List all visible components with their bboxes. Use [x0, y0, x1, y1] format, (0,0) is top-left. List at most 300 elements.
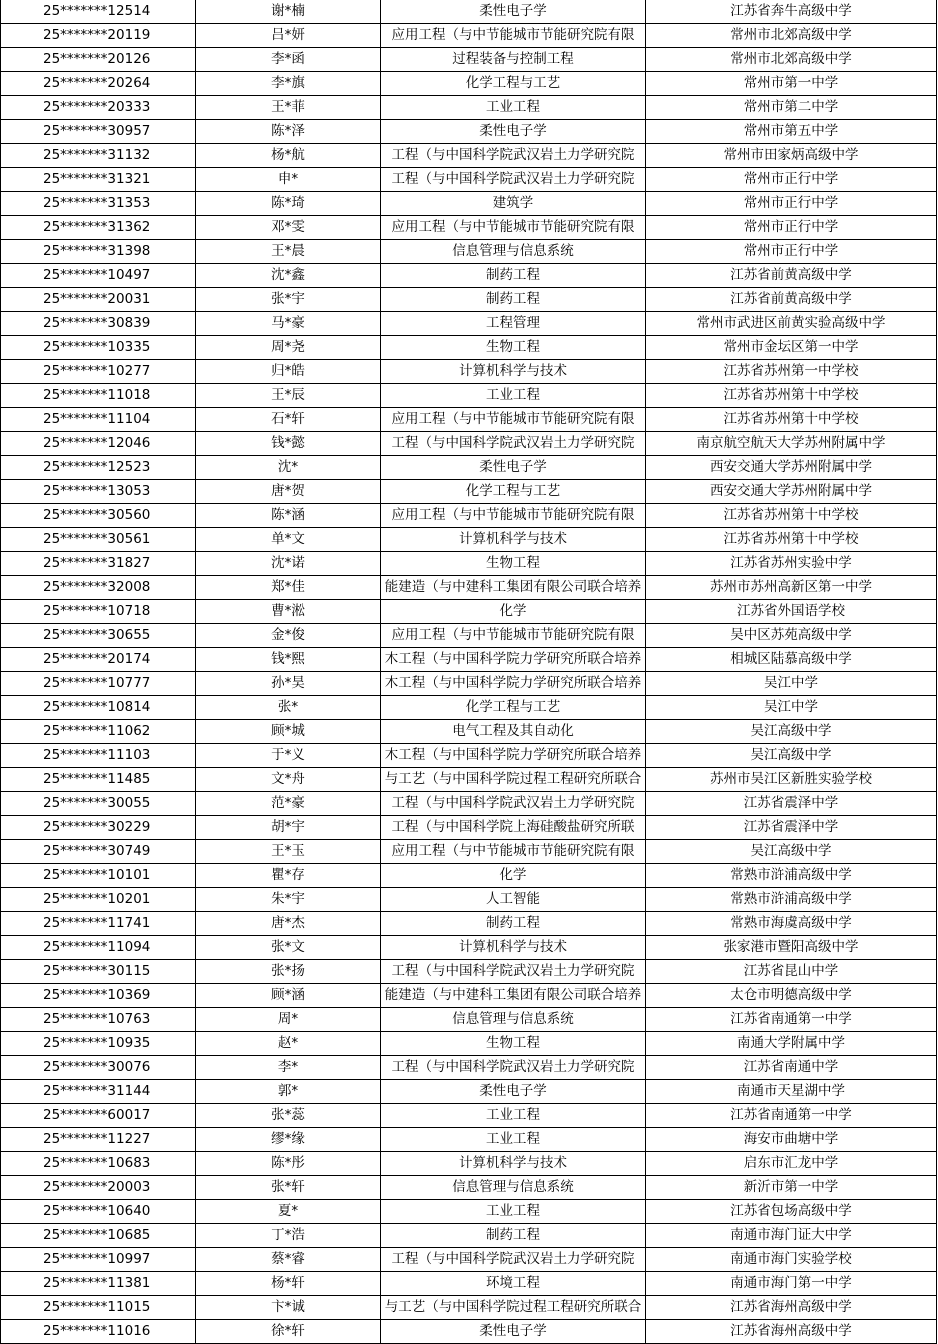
major-text: 工业工程	[486, 387, 540, 403]
high-school-cell: 江苏省苏州第十中学校	[646, 528, 937, 552]
major-cell	[381, 1032, 646, 1056]
major-cell	[381, 168, 646, 192]
major-text: 制药工程	[486, 915, 540, 931]
table-row	[1, 1272, 937, 1296]
table-row	[1, 1008, 937, 1032]
table-row	[1, 216, 937, 240]
high-school-cell: 吴江高级中学	[646, 840, 937, 864]
high-school-cell: 江苏省海州高级中学	[646, 1296, 937, 1320]
high-school-cell: 常州市第一中学	[646, 72, 937, 96]
major-cell	[381, 432, 646, 456]
candidate-id-cell: 25*******11103	[1, 744, 196, 768]
major-cell	[381, 360, 646, 384]
table-row	[1, 984, 937, 1008]
student-name-cell: 周*尧	[196, 336, 381, 360]
student-name-cell: 吕*妍	[196, 24, 381, 48]
student-name-cell: 顾*涵	[196, 984, 381, 1008]
major-cell	[381, 984, 646, 1008]
major-text: 信息管理与信息系统	[452, 243, 574, 259]
table-row	[1, 456, 937, 480]
table-row	[1, 48, 937, 72]
major-text: 化学	[499, 867, 527, 883]
major-cell	[381, 264, 646, 288]
high-school-cell: 南通市海门实验学校	[646, 1248, 937, 1272]
high-school-cell: 江苏省苏州第十中学校	[646, 408, 937, 432]
candidate-id-cell: 25*******11016	[1, 1320, 196, 1344]
major-text: 信息管理与信息系统	[452, 1011, 574, 1027]
student-name-cell: 杨*轩	[196, 1272, 381, 1296]
student-name-cell: 丁*浩	[196, 1224, 381, 1248]
table-row	[1, 528, 937, 552]
table-row	[1, 1296, 937, 1320]
high-school-cell: 江苏省苏州第一中学校	[646, 360, 937, 384]
table-row	[1, 624, 937, 648]
major-text: 柔性电子学	[479, 459, 547, 475]
table-row	[1, 288, 937, 312]
candidate-id-cell: 25*******30839	[1, 312, 196, 336]
table-row	[1, 1152, 937, 1176]
table-row	[1, 312, 937, 336]
student-name-cell: 唐*贺	[196, 480, 381, 504]
major-cell	[381, 1008, 646, 1032]
major-text: 柔性电子学	[479, 123, 547, 139]
major-cell	[381, 1272, 646, 1296]
major-cell	[381, 1248, 646, 1272]
table-row	[1, 384, 937, 408]
high-school-cell: 江苏省外国语学校	[646, 600, 937, 624]
candidate-id-cell: 25*******30957	[1, 120, 196, 144]
high-school-cell: 常熟市浒浦高级中学	[646, 864, 937, 888]
major-cell	[381, 216, 646, 240]
high-school-cell: 江苏省苏州第十中学校	[646, 504, 937, 528]
major-cell	[381, 288, 646, 312]
major-cell	[381, 24, 646, 48]
high-school-cell: 常熟市海虞高级中学	[646, 912, 937, 936]
major-text: 工程（与中国科学院武汉岩土力学研究院	[391, 435, 635, 451]
high-school-cell: 常州市武进区前黄实验高级中学	[646, 312, 937, 336]
table-row	[1, 1176, 937, 1200]
major-text: 木工程（与中国科学院力学研究所联合培养	[384, 651, 642, 667]
candidate-id-cell: 25*******11227	[1, 1128, 196, 1152]
table-row	[1, 168, 937, 192]
major-cell	[381, 336, 646, 360]
student-name-cell: 陈*涵	[196, 504, 381, 528]
table-row	[1, 960, 937, 984]
student-name-cell: 王*玉	[196, 840, 381, 864]
table-row	[1, 1224, 937, 1248]
candidate-id-cell: 25*******32008	[1, 576, 196, 600]
table-row	[1, 432, 937, 456]
table-row	[1, 72, 937, 96]
major-text: 计算机科学与技术	[459, 1155, 567, 1171]
table-row	[1, 840, 937, 864]
table-row	[1, 240, 937, 264]
table-row	[1, 480, 937, 504]
major-cell	[381, 720, 646, 744]
major-cell	[381, 504, 646, 528]
student-name-cell: 杨*航	[196, 144, 381, 168]
candidate-id-cell: 25*******30055	[1, 792, 196, 816]
major-text: 工业工程	[486, 1107, 540, 1123]
table-row	[1, 696, 937, 720]
candidate-id-cell: 25*******30655	[1, 624, 196, 648]
major-cell	[381, 816, 646, 840]
candidate-id-cell: 25*******20333	[1, 96, 196, 120]
major-text: 应用工程（与中节能城市节能研究院有限	[391, 507, 635, 523]
major-text: 工程（与中国科学院武汉岩土力学研究院	[391, 963, 635, 979]
table-row	[1, 264, 937, 288]
major-cell	[381, 1080, 646, 1104]
student-name-cell: 文*舟	[196, 768, 381, 792]
student-name-cell: 钱*懿	[196, 432, 381, 456]
major-cell	[381, 1224, 646, 1248]
student-name-cell: 曹*淞	[196, 600, 381, 624]
table-row	[1, 1104, 937, 1128]
candidate-id-cell: 25*******10640	[1, 1200, 196, 1224]
candidate-id-cell: 25*******10335	[1, 336, 196, 360]
major-text: 应用工程（与中节能城市节能研究院有限	[391, 627, 635, 643]
major-text: 与工艺（与中国科学院过程工程研究所联合	[384, 1299, 642, 1315]
major-cell	[381, 1152, 646, 1176]
student-name-cell: 申*	[196, 168, 381, 192]
high-school-cell: 常州市第二中学	[646, 96, 937, 120]
candidate-id-cell: 25*******30076	[1, 1056, 196, 1080]
table-row	[1, 864, 937, 888]
candidate-id-cell: 25*******20264	[1, 72, 196, 96]
student-name-cell: 陈*泽	[196, 120, 381, 144]
student-name-cell: 马*豪	[196, 312, 381, 336]
candidate-id-cell: 25*******31321	[1, 168, 196, 192]
student-name-cell: 张*文	[196, 936, 381, 960]
candidate-id-cell: 25*******10777	[1, 672, 196, 696]
high-school-cell: 江苏省苏州第十中学校	[646, 384, 937, 408]
major-text: 工程（与中国科学院上海硅酸盐研究所联	[391, 819, 635, 835]
table-row	[1, 936, 937, 960]
student-name-cell: 张*宇	[196, 288, 381, 312]
student-name-cell: 陈*琦	[196, 192, 381, 216]
major-text: 应用工程（与中节能城市节能研究院有限	[391, 843, 635, 859]
major-text: 木工程（与中国科学院力学研究所联合培养	[384, 747, 642, 763]
high-school-cell: 常州市正行中学	[646, 216, 937, 240]
candidate-id-cell: 25*******11104	[1, 408, 196, 432]
candidate-id-cell: 25*******10683	[1, 1152, 196, 1176]
candidate-id-cell: 25*******10814	[1, 696, 196, 720]
major-cell	[381, 792, 646, 816]
table-row	[1, 744, 937, 768]
candidate-id-cell: 25*******10718	[1, 600, 196, 624]
high-school-cell: 张家港市暨阳高级中学	[646, 936, 937, 960]
major-cell	[381, 240, 646, 264]
candidate-id-cell: 25*******10369	[1, 984, 196, 1008]
candidate-id-cell: 25*******10935	[1, 1032, 196, 1056]
major-cell	[381, 1296, 646, 1320]
high-school-cell: 西安交通大学苏州附属中学	[646, 456, 937, 480]
table-row	[1, 96, 937, 120]
candidate-id-cell: 25*******11741	[1, 912, 196, 936]
major-cell	[381, 768, 646, 792]
candidate-id-cell: 25*******10101	[1, 864, 196, 888]
major-cell	[381, 1104, 646, 1128]
major-text: 柔性电子学	[479, 1323, 547, 1339]
high-school-cell: 常州市田家炳高级中学	[646, 144, 937, 168]
major-text: 能建造（与中建科工集团有限公司联合培养	[384, 579, 642, 595]
high-school-cell: 江苏省前黄高级中学	[646, 264, 937, 288]
major-cell	[381, 120, 646, 144]
high-school-cell: 江苏省包场高级中学	[646, 1200, 937, 1224]
student-name-cell: 沈*鑫	[196, 264, 381, 288]
student-name-cell: 郭*	[196, 1080, 381, 1104]
major-text: 应用工程（与中节能城市节能研究院有限	[391, 411, 635, 427]
high-school-cell: 江苏省震泽中学	[646, 792, 937, 816]
major-text: 化学工程与工艺	[465, 75, 561, 91]
major-text: 环境工程	[486, 1275, 540, 1291]
major-text: 与工艺（与中国科学院过程工程研究所联合	[384, 771, 642, 787]
high-school-cell: 江苏省苏州实验中学	[646, 552, 937, 576]
student-name-cell: 于*义	[196, 744, 381, 768]
table-row	[1, 24, 937, 48]
major-text: 工程（与中国科学院武汉岩土力学研究院	[391, 171, 635, 187]
student-name-cell: 郑*佳	[196, 576, 381, 600]
high-school-cell: 江苏省前黄高级中学	[646, 288, 937, 312]
major-cell	[381, 552, 646, 576]
major-text: 制药工程	[486, 291, 540, 307]
table-row	[1, 504, 937, 528]
high-school-cell: 海安市曲塘中学	[646, 1128, 937, 1152]
high-school-cell: 南通大学附属中学	[646, 1032, 937, 1056]
major-text: 信息管理与信息系统	[452, 1179, 574, 1195]
high-school-cell: 江苏省南通第一中学	[646, 1008, 937, 1032]
high-school-cell: 吴江高级中学	[646, 720, 937, 744]
major-text: 电气工程及其自动化	[452, 723, 574, 739]
major-cell	[381, 888, 646, 912]
major-text: 应用工程（与中节能城市节能研究院有限	[391, 219, 635, 235]
major-text: 工程（与中国科学院武汉岩土力学研究院	[391, 147, 635, 163]
high-school-cell: 常州市北郊高级中学	[646, 24, 937, 48]
high-school-cell: 启东市汇龙中学	[646, 1152, 937, 1176]
candidate-id-cell: 25*******12514	[1, 0, 196, 24]
major-text: 生物工程	[486, 339, 540, 355]
high-school-cell: 吴江中学	[646, 672, 937, 696]
student-name-cell: 邓*雯	[196, 216, 381, 240]
major-text: 建筑学	[492, 195, 534, 211]
table-row	[1, 912, 937, 936]
high-school-cell: 常州市正行中学	[646, 240, 937, 264]
student-name-cell: 张*轩	[196, 1176, 381, 1200]
candidate-id-cell: 25*******31398	[1, 240, 196, 264]
candidate-id-cell: 25*******30561	[1, 528, 196, 552]
major-cell	[381, 936, 646, 960]
major-text: 柔性电子学	[479, 3, 547, 19]
major-cell	[381, 48, 646, 72]
student-name-cell: 周*	[196, 1008, 381, 1032]
major-cell	[381, 744, 646, 768]
candidate-id-cell: 25*******31827	[1, 552, 196, 576]
student-name-cell: 李*旗	[196, 72, 381, 96]
major-cell	[381, 456, 646, 480]
high-school-cell: 南通市海门第一中学	[646, 1272, 937, 1296]
high-school-cell: 相城区陆慕高级中学	[646, 648, 937, 672]
student-name-cell: 李*	[196, 1056, 381, 1080]
major-text: 工程（与中国科学院武汉岩土力学研究院	[391, 1251, 635, 1267]
candidate-id-cell: 25*******31362	[1, 216, 196, 240]
high-school-cell: 吴中区苏苑高级中学	[646, 624, 937, 648]
table-row	[1, 1056, 937, 1080]
candidate-id-cell: 25*******10763	[1, 1008, 196, 1032]
high-school-cell: 新沂市第一中学	[646, 1176, 937, 1200]
student-name-cell: 瞿*存	[196, 864, 381, 888]
table-row	[1, 720, 937, 744]
candidate-id-cell: 25*******31132	[1, 144, 196, 168]
high-school-cell: 常熟市浒浦高级中学	[646, 888, 937, 912]
high-school-cell: 江苏省南通第一中学	[646, 1104, 937, 1128]
candidate-id-cell: 25*******11015	[1, 1296, 196, 1320]
student-name-cell: 王*晨	[196, 240, 381, 264]
student-name-cell: 陈*彤	[196, 1152, 381, 1176]
major-cell	[381, 312, 646, 336]
table-row	[1, 0, 937, 24]
table-row	[1, 1032, 937, 1056]
major-text: 工业工程	[486, 99, 540, 115]
major-cell	[381, 96, 646, 120]
major-cell	[381, 1200, 646, 1224]
student-name-cell: 范*豪	[196, 792, 381, 816]
high-school-cell: 太仓市明德高级中学	[646, 984, 937, 1008]
major-text: 生物工程	[486, 555, 540, 571]
candidate-id-cell: 25*******11018	[1, 384, 196, 408]
major-cell	[381, 1320, 646, 1344]
major-text: 化学	[499, 603, 527, 619]
high-school-cell: 南通市海门证大中学	[646, 1224, 937, 1248]
candidate-id-cell: 25*******13053	[1, 480, 196, 504]
student-name-cell: 王*辰	[196, 384, 381, 408]
table-row	[1, 600, 937, 624]
high-school-cell: 江苏省震泽中学	[646, 816, 937, 840]
candidate-id-cell: 25*******30229	[1, 816, 196, 840]
student-name-cell: 石*轩	[196, 408, 381, 432]
major-text: 制药工程	[486, 1227, 540, 1243]
student-name-cell: 蔡*睿	[196, 1248, 381, 1272]
major-text: 工业工程	[486, 1203, 540, 1219]
high-school-cell: 江苏省奔牛高级中学	[646, 0, 937, 24]
high-school-cell: 苏州市吴江区新胜实验学校	[646, 768, 937, 792]
major-cell	[381, 528, 646, 552]
student-name-cell: 归*皓	[196, 360, 381, 384]
major-text: 计算机科学与技术	[459, 531, 567, 547]
candidate-id-cell: 25*******30749	[1, 840, 196, 864]
candidate-id-cell: 25*******31353	[1, 192, 196, 216]
major-cell	[381, 960, 646, 984]
candidate-id-cell: 25*******20174	[1, 648, 196, 672]
major-text: 工程（与中国科学院武汉岩土力学研究院	[391, 1059, 635, 1075]
candidate-id-cell: 25*******20003	[1, 1176, 196, 1200]
candidate-id-cell: 25*******20126	[1, 48, 196, 72]
student-name-cell: 顾*城	[196, 720, 381, 744]
admission-list-body	[1, 0, 937, 1344]
major-cell	[381, 696, 646, 720]
major-text: 人工智能	[486, 891, 540, 907]
major-text: 计算机科学与技术	[459, 363, 567, 379]
major-cell	[381, 192, 646, 216]
major-text: 工业工程	[486, 1131, 540, 1147]
student-name-cell: 缪*缘	[196, 1128, 381, 1152]
candidate-id-cell: 25*******11094	[1, 936, 196, 960]
major-cell	[381, 1128, 646, 1152]
major-cell	[381, 1176, 646, 1200]
high-school-cell: 吴江中学	[646, 696, 937, 720]
table-row	[1, 336, 937, 360]
candidate-id-cell: 25*******30560	[1, 504, 196, 528]
table-row	[1, 1248, 937, 1272]
major-cell	[381, 480, 646, 504]
candidate-id-cell: 25*******12523	[1, 456, 196, 480]
high-school-cell: 常州市第五中学	[646, 120, 937, 144]
high-school-cell: 江苏省昆山中学	[646, 960, 937, 984]
student-name-cell: 徐*轩	[196, 1320, 381, 1344]
major-cell	[381, 912, 646, 936]
table-row	[1, 672, 937, 696]
student-name-cell: 张*蕊	[196, 1104, 381, 1128]
major-cell	[381, 144, 646, 168]
major-text: 能建造（与中建科工集团有限公司联合培养	[384, 987, 642, 1003]
major-cell	[381, 840, 646, 864]
high-school-cell: 江苏省南通中学	[646, 1056, 937, 1080]
table-row	[1, 792, 937, 816]
major-cell	[381, 648, 646, 672]
candidate-id-cell: 25*******11062	[1, 720, 196, 744]
table-row	[1, 648, 937, 672]
high-school-cell: 常州市正行中学	[646, 168, 937, 192]
major-text: 木工程（与中国科学院力学研究所联合培养	[384, 675, 642, 691]
student-name-cell: 沈*诺	[196, 552, 381, 576]
high-school-cell: 吴江高级中学	[646, 744, 937, 768]
major-text: 计算机科学与技术	[459, 939, 567, 955]
candidate-id-cell: 25*******12046	[1, 432, 196, 456]
candidate-id-cell: 25*******31144	[1, 1080, 196, 1104]
candidate-id-cell: 25*******30115	[1, 960, 196, 984]
student-name-cell: 李*函	[196, 48, 381, 72]
major-cell	[381, 864, 646, 888]
student-name-cell: 张*扬	[196, 960, 381, 984]
student-name-cell: 胡*宇	[196, 816, 381, 840]
high-school-cell: 常州市金坛区第一中学	[646, 336, 937, 360]
table-row	[1, 552, 937, 576]
high-school-cell: 南京航空航天大学苏州附属中学	[646, 432, 937, 456]
high-school-cell: 西安交通大学苏州附属中学	[646, 480, 937, 504]
major-cell	[381, 672, 646, 696]
table-row	[1, 408, 937, 432]
table-row	[1, 576, 937, 600]
table-row	[1, 360, 937, 384]
table-row	[1, 816, 937, 840]
student-name-cell: 钱*熙	[196, 648, 381, 672]
table-row	[1, 1128, 937, 1152]
major-cell	[381, 384, 646, 408]
major-text: 生物工程	[486, 1035, 540, 1051]
table-row	[1, 192, 937, 216]
table-row	[1, 144, 937, 168]
high-school-cell: 常州市北郊高级中学	[646, 48, 937, 72]
major-text: 工程（与中国科学院武汉岩土力学研究院	[391, 795, 635, 811]
major-text: 应用工程（与中节能城市节能研究院有限	[391, 27, 635, 43]
high-school-cell: 南通市天星湖中学	[646, 1080, 937, 1104]
high-school-cell: 江苏省海州高级中学	[646, 1320, 937, 1344]
table-row	[1, 1080, 937, 1104]
candidate-id-cell: 25*******10277	[1, 360, 196, 384]
high-school-cell: 常州市正行中学	[646, 192, 937, 216]
candidate-id-cell: 25*******11381	[1, 1272, 196, 1296]
table-row	[1, 1320, 937, 1344]
candidate-id-cell: 25*******10497	[1, 264, 196, 288]
